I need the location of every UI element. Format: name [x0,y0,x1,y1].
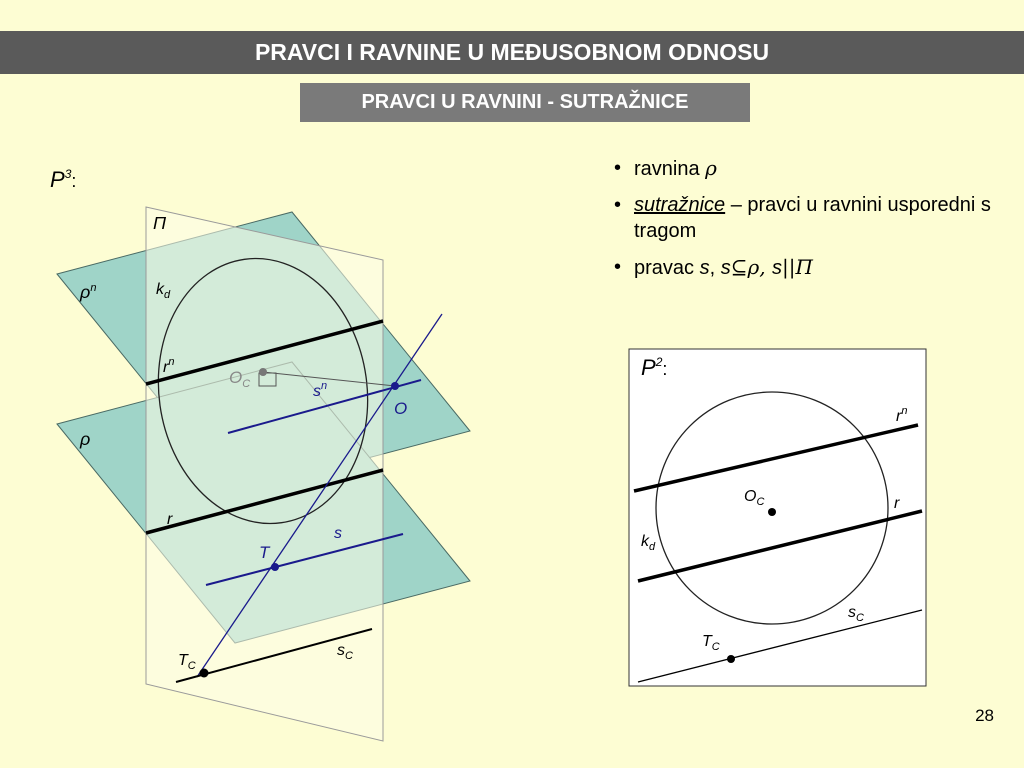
space-label-p3: P [50,167,65,192]
slide-subtitle: PRAVCI U RAVNINI - SUTRAŽNICE [300,83,750,122]
label-tc-2d: $T_C$ [702,633,720,653]
label-sc: $s_C$ [337,642,353,662]
point-tc [200,669,209,678]
label-oc: $O_C$ [229,368,251,390]
space-label-p2: P [641,355,656,380]
label-rho: ρ [80,429,91,449]
left-diagram [0,150,500,750]
label-rn: $r^n$ [163,356,175,376]
label-kd-2d: $k_d$ [641,533,656,553]
label-rho-n: $\rho^n$ [80,282,97,302]
svg-text:P3:: $P^3_:$ [50,167,77,192]
label-tc: $T_C$ [178,652,196,672]
right-diagram [628,348,928,688]
svg-text:P2:: $P^2_:$ [641,355,668,380]
slide-title: PRAVCI I RAVNINE U MEĐUSOBNOM ODNOSU [0,31,1024,74]
point-o [391,382,399,390]
point-oc-2d [768,508,776,516]
bullet-pravac: • pravac s, s⊆ρ, s||Π [614,255,813,279]
point-t [271,563,279,571]
label-r-2d: r [894,495,900,512]
label-rn-2d: $r^n$ [896,405,908,425]
bullet-ravnina: • ravnina ρ [614,156,717,180]
label-o: O [394,399,408,418]
label-s: s [334,525,342,542]
point-oc [259,368,267,376]
point-tc-2d [727,655,735,663]
bullet-list [614,155,1014,291]
page-number: 28 [975,706,994,725]
bullet-sutraznice: • sutražnice – pravci u ravnini usporedni s tragom [614,194,991,242]
label-kd: $k_d$ [156,281,171,301]
label-t: T [259,543,270,562]
label-r: r [167,511,173,528]
label-sn: $s^n$ [313,380,328,400]
label-pi: Π [153,213,167,233]
label-sc-2d: $s_C$ [848,604,864,624]
right-diagram-frame [629,349,926,686]
label-oc-2d: $O_C$ [744,488,765,508]
